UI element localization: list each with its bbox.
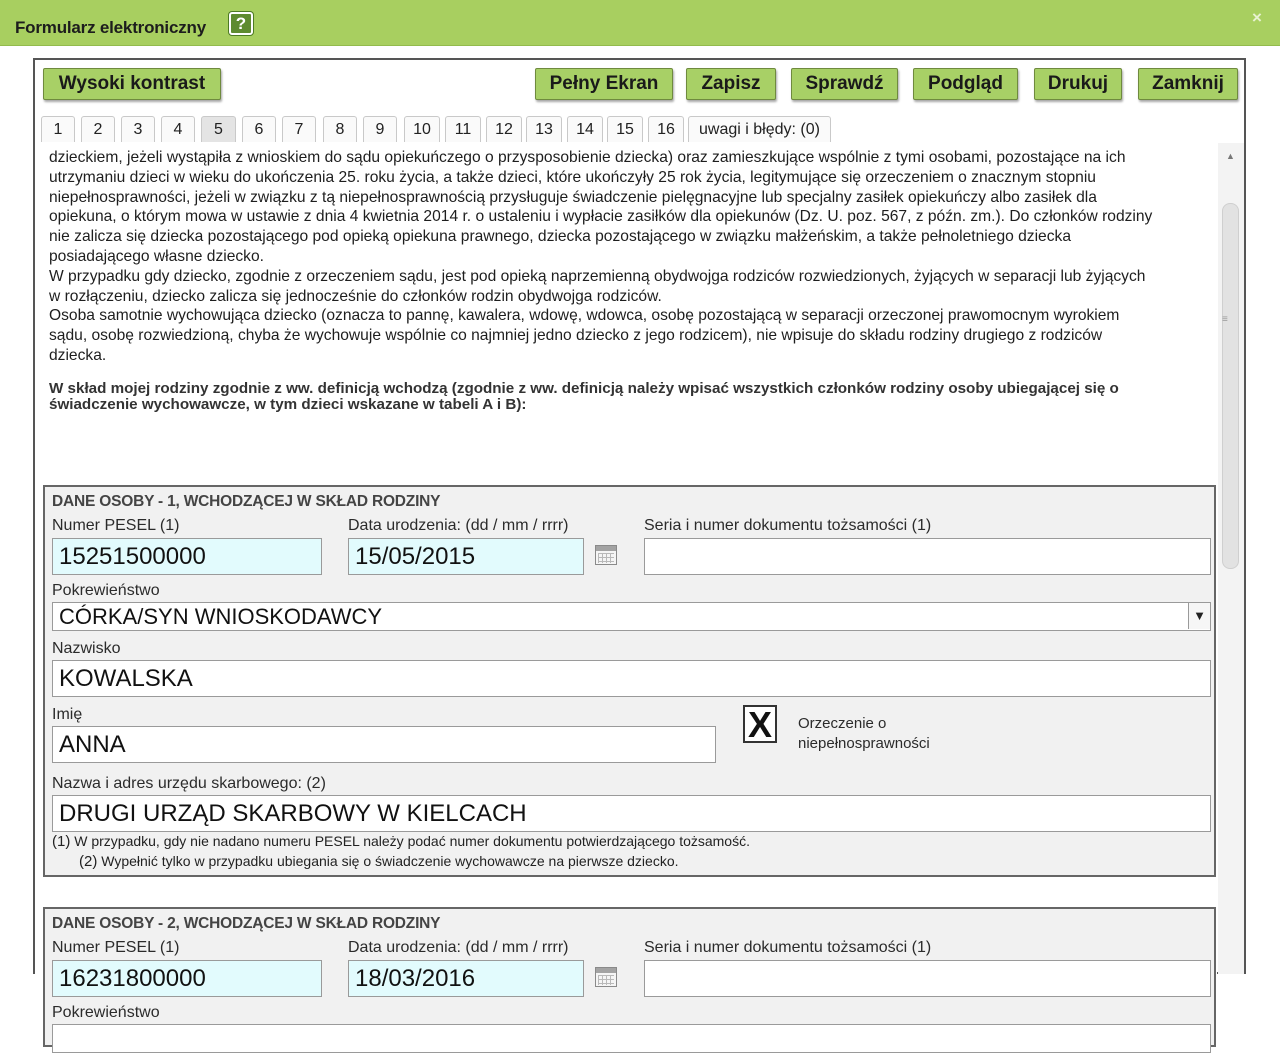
tab-page-16[interactable]: 16 bbox=[648, 116, 684, 142]
relation-label: Pokrewieństwo bbox=[52, 1004, 160, 1021]
high-contrast-button[interactable]: Wysoki kontrast bbox=[43, 68, 221, 100]
relation-label: Pokrewieństwo bbox=[52, 582, 160, 599]
definition-line: dziecka. bbox=[49, 346, 107, 364]
tax-office-label: Nazwa i adres urzędu skarbowego: (2) bbox=[52, 775, 326, 792]
person-2-section bbox=[43, 907, 1216, 1047]
calendar-icon[interactable] bbox=[595, 967, 617, 987]
form-frame bbox=[33, 58, 1246, 1021]
disability-label: niepełnosprawności bbox=[798, 735, 930, 752]
form-content bbox=[35, 143, 1217, 1021]
section-header: DANE OSOBY - 2, WCHODZĄCEJ W SKŁAD RODZINY bbox=[52, 915, 441, 932]
tab-page-15[interactable]: 15 bbox=[607, 116, 643, 142]
footnote-text: W przypadku, gdy nie nadano numeru PESEL należy podać numer dokumentu potwierdzającego tożsamość. bbox=[74, 833, 750, 849]
definition-line: nie zalicza się dziecka pozostającego pod opieką opiekuna prawnego, dziecka pozostającego w związku małżeńskim, a także pełnoletniego dziecka bbox=[49, 228, 1071, 246]
window-title: Formularz elektroniczny bbox=[15, 18, 206, 37]
footnote-2 bbox=[79, 853, 679, 870]
pesel-label: Numer PESEL (1) bbox=[52, 939, 180, 956]
tab-page-12[interactable]: 12 bbox=[486, 116, 522, 142]
relation-select[interactable] bbox=[52, 602, 1211, 631]
window-title-bar bbox=[0, 0, 1280, 46]
name-input[interactable]: ANNA bbox=[52, 726, 716, 763]
surname-input[interactable]: KOWALSKA bbox=[52, 660, 1211, 697]
tab-page-7[interactable]: 7 bbox=[282, 116, 316, 142]
tab-page-1[interactable]: 1 bbox=[41, 116, 75, 142]
id-document-input[interactable] bbox=[644, 538, 1211, 575]
tab-page-3[interactable]: 3 bbox=[121, 116, 155, 142]
definition-line: sądu, osobę rozwiedzioną, chyba że wychowuje wspólnie co najmniej jedno dziecko z jego rodzicem), nie wpisuje do składu rodziny drugiego z rodziców bbox=[49, 327, 1103, 345]
name-label: Imię bbox=[52, 706, 83, 723]
tab-page-8[interactable]: 8 bbox=[323, 116, 357, 142]
close-button[interactable]: Zamknij bbox=[1138, 68, 1238, 100]
footnote-1 bbox=[52, 833, 750, 850]
pesel-label: Numer PESEL (1) bbox=[52, 517, 180, 534]
tax-office-input[interactable]: DRUGI URZĄD SKARBOWY W KIELCACH bbox=[52, 795, 1211, 832]
chevron-down-icon[interactable]: ▼ bbox=[1188, 603, 1210, 629]
definition-line: Osoba samotnie wychowująca dziecko (oznacza to pannę, kawalera, wdowę, wdowca, osobę pozostającą w separacji orzeczonej prawomocnym wyrokiem bbox=[49, 307, 1120, 325]
section-header: DANE OSOBY - 1, WCHODZĄCEJ W SKŁAD RODZINY bbox=[52, 493, 441, 510]
person-1-section bbox=[43, 485, 1216, 877]
footnote-text: Wypełnić tylko w przypadku ubiegania się o świadczenie wychowawcze na pierwsze dziecko. bbox=[101, 853, 679, 869]
preview-button[interactable]: Podgląd bbox=[913, 68, 1018, 100]
id-document-input[interactable] bbox=[644, 960, 1211, 997]
dob-input[interactable]: 18/03/2016 bbox=[348, 960, 584, 997]
footnote-number: (2) bbox=[79, 853, 98, 870]
surname-label: Nazwisko bbox=[52, 640, 121, 657]
tab-page-9[interactable]: 9 bbox=[363, 116, 397, 142]
footnote-number: (1) bbox=[52, 833, 71, 850]
relation-value: CÓRKA/SYN WNIOSKODAWCY bbox=[59, 604, 383, 629]
tab-notes-errors[interactable]: uwagi i błędy: (0) bbox=[688, 116, 831, 142]
definition-line: niepełnosprawności, jeżeli w związku z tą niepełnosprawnością przysługuje świadczenie pielęgnacyjne lub specjalny zasiłek opiekuńczy albo zasiłek dla bbox=[49, 188, 1097, 206]
tab-page-13[interactable]: 13 bbox=[526, 116, 562, 142]
scroll-thumb[interactable] bbox=[1222, 203, 1239, 569]
definition-line: posiadającego własne dziecko. bbox=[49, 247, 264, 265]
print-button[interactable]: Drukuj bbox=[1034, 68, 1122, 100]
dob-label: Data urodzenia: (dd / mm / rrrr) bbox=[348, 939, 569, 956]
definition-text bbox=[49, 148, 1199, 366]
id-document-label: Seria i numer dokumentu tożsamości (1) bbox=[644, 517, 932, 534]
pesel-input[interactable]: 16231800000 bbox=[52, 960, 322, 997]
check-button[interactable]: Sprawdź bbox=[791, 68, 898, 100]
tab-page-14[interactable]: 14 bbox=[567, 116, 603, 142]
definition-line: opiekuna, o którym mowa w ustawie z dnia 4 kwietnia 2014 r. o ustaleniu i wypłacie zasiłków dla opiekunów (Dz. U. poz. 567, z późn. zm.). Do członków rodziny bbox=[49, 208, 1153, 226]
pesel-input[interactable]: 15251500000 bbox=[52, 538, 322, 575]
tab-page-5[interactable]: 5 bbox=[201, 116, 236, 142]
fullscreen-button[interactable]: Pełny Ekran bbox=[535, 68, 673, 100]
calendar-icon[interactable] bbox=[595, 545, 617, 565]
disability-checkbox[interactable]: X bbox=[743, 705, 777, 743]
definition-line: w rozłączeniu, dziecko zalicza się jednocześnie do członków rodzin obydwojga rodziców. bbox=[49, 287, 662, 305]
definition-line: dzieckiem, jeżeli wystąpiła z wnioskiem do sądu opiekuńczego o przysposobienie dziecka) oraz zamieszkujące wspólnie z tymi osobami, pozostające na ich bbox=[49, 149, 1126, 166]
tab-page-2[interactable]: 2 bbox=[81, 116, 115, 142]
dob-input[interactable]: 15/05/2015 bbox=[348, 538, 584, 575]
family-composition-intro: W skład mojej rodziny zgodnie z ww. definicją wchodzą (zgodnie z ww. definicją należy wpisać wszystkich członków rodziny osoby ubiegającej się o świadczenie wychowawcze, w tym dzieci wskazane w tabeli A i B): bbox=[49, 380, 1119, 413]
definition-line: utrzymaniu dzieci w wieku do ukończenia 25. roku życia, a także dzieci, które ukończyły 25 rok życia, legitymujące się orzeczeniem o znacznym stopniu bbox=[49, 168, 1096, 186]
relation-select[interactable] bbox=[52, 1024, 1211, 1053]
dob-label: Data urodzenia: (dd / mm / rrrr) bbox=[348, 517, 569, 534]
tab-page-11[interactable]: 11 bbox=[445, 116, 481, 142]
close-icon[interactable]: × bbox=[1252, 8, 1262, 27]
tab-page-10[interactable]: 10 bbox=[404, 116, 440, 142]
grip-icon: ≡ bbox=[1222, 314, 1228, 325]
save-button[interactable]: Zapisz bbox=[686, 68, 776, 100]
disability-label: Orzeczenie o bbox=[798, 715, 887, 732]
scroll-up-icon[interactable]: ▲ bbox=[1226, 151, 1235, 161]
definition-line: W przypadku gdy dziecko, zgodnie z orzeczeniem sądu, jest pod opieką naprzemienną obydwojga rodziców rozwiedzionych, żyjących w separacji lub żyjących bbox=[49, 267, 1146, 285]
help-icon[interactable]: ? bbox=[229, 12, 253, 35]
tab-page-6[interactable]: 6 bbox=[242, 116, 276, 142]
id-document-label: Seria i numer dokumentu tożsamości (1) bbox=[644, 939, 932, 956]
tab-page-4[interactable]: 4 bbox=[161, 116, 195, 142]
vertical-scrollbar[interactable] bbox=[1218, 143, 1244, 974]
